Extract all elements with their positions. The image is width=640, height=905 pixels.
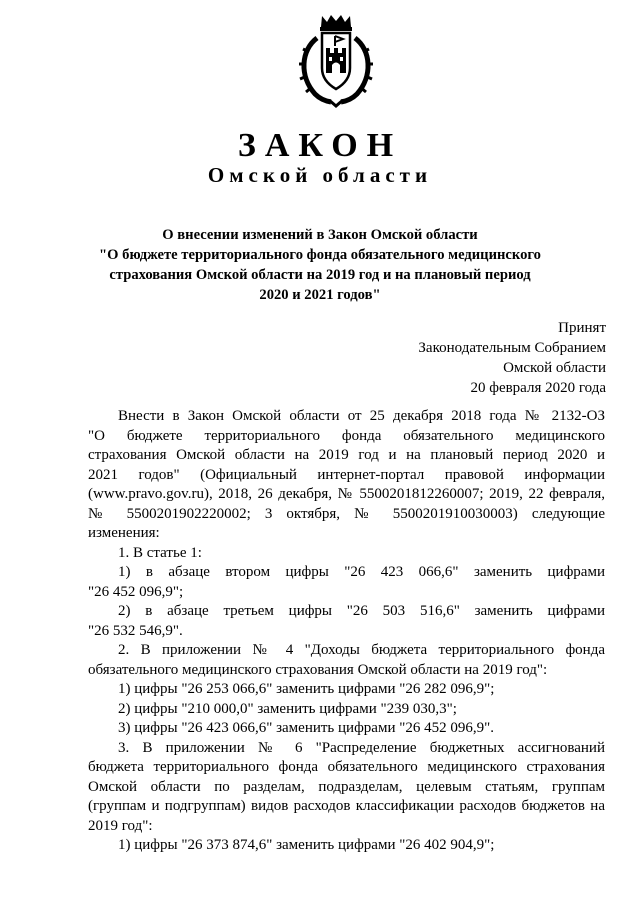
article-item-3-cont: (группам и подгруппам) видов расходов классификации расходов бюджетов на [88, 798, 605, 814]
subitem-3-1: 1) цифры "26 373 874,6" заменить цифрами "26 402 904,9"; [118, 837, 495, 853]
subject-line: О внесении изменений в Закон Омской области [162, 227, 478, 243]
subitem-1-1-cont: "26 452 096,9"; [88, 583, 184, 600]
subitem-1-2-cont: "26 532 546,9". [88, 622, 183, 639]
subitem-1-2: 2) в абзаце третьем цифры "26 503 516,6" заменить цифрами [118, 603, 605, 619]
intro-line: "О бюджете территориального фонда обязательного медицинского [88, 427, 605, 444]
subitem-2-2: 2) цифры "210 000,0" заменить цифрами "239 030,3"; [118, 700, 457, 717]
subitem-2-3: 3) цифры "26 423 066,6" заменить цифрами "26 452 096,9". [118, 720, 494, 736]
subject-line: "О бюджете территориального фонда обязательного медицинского [99, 247, 541, 263]
subitem-1-1: 1) в абзаце втором цифры "26 423 066,6" заменить цифрами [118, 564, 605, 580]
article-item-1: 1. В статье 1: [118, 544, 202, 561]
intro-line: 2021 годов" (Официальный интернет-портал правовой информации [88, 466, 605, 483]
law-body [88, 407, 605, 856]
subject-line: страхования Омской области на 2019 год и на плановый период [109, 267, 531, 283]
article-item-2-cont: обязательного медицинского страхования Омской области на 2019 год": [88, 661, 548, 678]
intro-line: страхования Омской области на 2019 год и на плановый период 2020 и [88, 447, 605, 463]
document-title: ЗАКОН [237, 127, 403, 164]
intro-line: Внести в Закон Омской области от 25 декабря 2018 года № 2132-ОЗ [118, 408, 605, 424]
adoption-line: Законодательным Собранием [418, 340, 606, 356]
intro-line: изменения: [88, 525, 160, 541]
adoption-date: 20 февраля 2020 года [470, 380, 606, 396]
article-item-2: 2. В приложении № 4 "Доходы бюджета территориального фонда [118, 642, 605, 658]
subitem-2-1: 1) цифры "26 253 066,6" заменить цифрами "26 282 096,9"; [118, 681, 495, 697]
issuing-region: Омской области [207, 163, 433, 187]
omsk-region-coat-of-arms-icon [295, 12, 377, 108]
article-item-3-cont: бюджета территориального фонда обязательного медицинского страхования [88, 759, 605, 775]
article-item-3-cont: 2019 год": [88, 817, 153, 834]
adoption-line: Принят [558, 320, 606, 336]
law-subject [90, 225, 550, 305]
adoption-line: Омской области [503, 360, 606, 376]
article-item-3: 3. В приложении № 6 "Распределение бюджетных ассигнований [118, 739, 605, 756]
intro-line: (www.pravo.gov.ru), 2018, 26 декабря, № 5500201812260007; 2019, 22 февраля, [88, 486, 605, 502]
article-item-3-cont: Омской области по разделам, подразделам, целевым статьям, группам [88, 778, 605, 795]
intro-line: № 5500201902220002; 3 октября, № 5500201910030003) следующие [88, 505, 605, 522]
adoption-block [418, 318, 606, 398]
subject-line: 2020 и 2021 годов" [259, 287, 381, 303]
